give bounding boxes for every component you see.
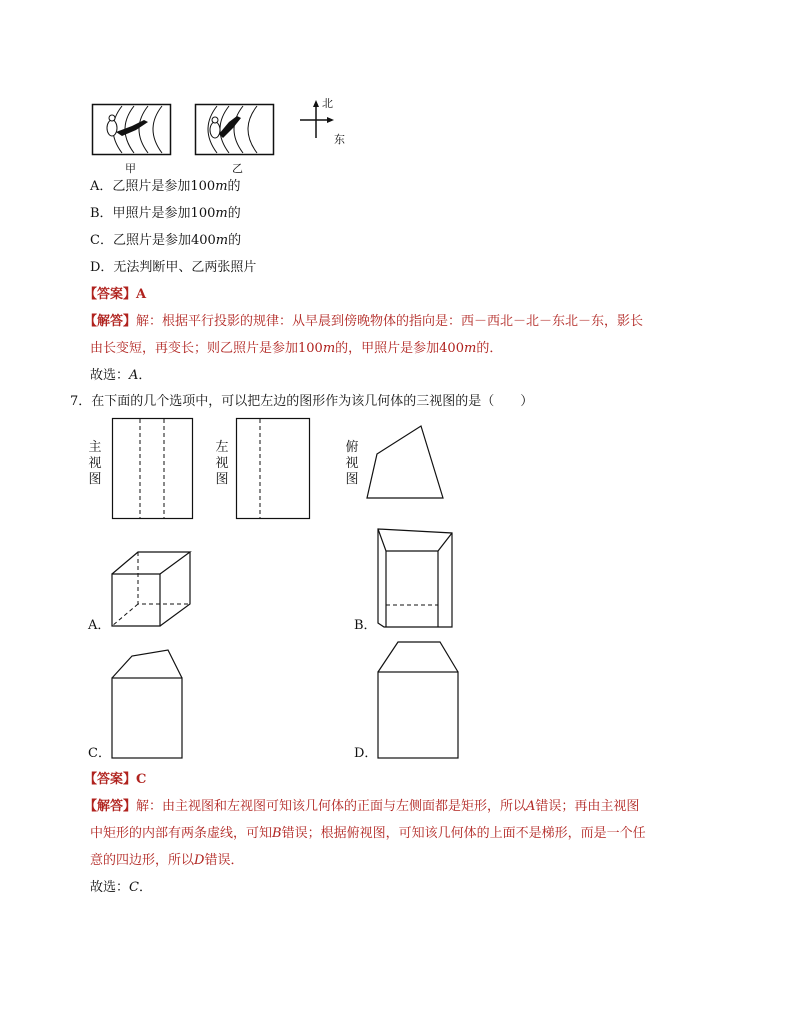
option-a-figure — [110, 550, 194, 630]
photo-label-yi: 乙 — [232, 162, 243, 175]
option-c-figure — [110, 646, 190, 762]
q6-analysis-line1: 【解答】解：根据平行投影的规律：从早晨到傍晚物体的指向是：西－西北－北－东北－东，影长 — [84, 314, 644, 329]
option-a-label: A． — [88, 618, 111, 633]
option-d-figure — [376, 640, 462, 762]
view-top-label: 俯 视 图 — [345, 440, 359, 487]
q6-option-a: A．乙照片是参加100m的 — [90, 179, 241, 194]
q6-answer: 【答案】A — [84, 287, 147, 302]
q7-analysis-line2: 中矩形的内部有两条虚线，可知B错误；根据俯视图，可知该几何体的上面不是梯形，而是一个任 — [90, 826, 646, 841]
compass-north-label: 北 — [322, 97, 333, 110]
q7-answer: 【答案】C — [84, 772, 147, 787]
photo-label-jia: 甲 — [125, 162, 136, 175]
view-side-label: 左 视 图 — [215, 440, 229, 487]
option-b-label: B． — [354, 618, 377, 633]
q7-choose: 故选：C． — [90, 880, 152, 895]
q6-analysis-line2: 由长变短，再变长；则乙照片是参加100m的，甲照片是参加400m的． — [90, 341, 503, 356]
side-view-figure — [236, 418, 311, 520]
option-b-figure — [376, 527, 456, 631]
front-view-figure — [112, 418, 194, 520]
q7-analysis-line1: 【解答】解：由主视图和左视图可知该几何体的正面与左侧面都是矩形，所以A错误；再由主视图 — [84, 799, 640, 814]
option-d-label: D． — [354, 746, 378, 761]
q6-choose: 故选：A． — [90, 368, 152, 383]
top-view-figure — [365, 418, 447, 500]
q6-option-c: C．乙照片是参加400m的 — [90, 233, 242, 248]
q6-option-b: B．甲照片是参加100m的 — [90, 206, 241, 221]
q6-option-d: D．无法判断甲、乙两张照片 — [90, 260, 257, 275]
photo-yi — [195, 104, 275, 156]
photo-jia — [92, 104, 172, 156]
option-c-label: C． — [88, 746, 111, 761]
q7-analysis-line3: 意的四边形，所以D错误． — [90, 853, 244, 868]
compass-east-label: 东 — [334, 133, 345, 146]
q7-stem: 7．在下面的几个选项中，可以把左边的图形作为该几何体的三视图的是（ ） — [70, 394, 534, 409]
view-front-label: 主 视 图 — [88, 440, 102, 487]
